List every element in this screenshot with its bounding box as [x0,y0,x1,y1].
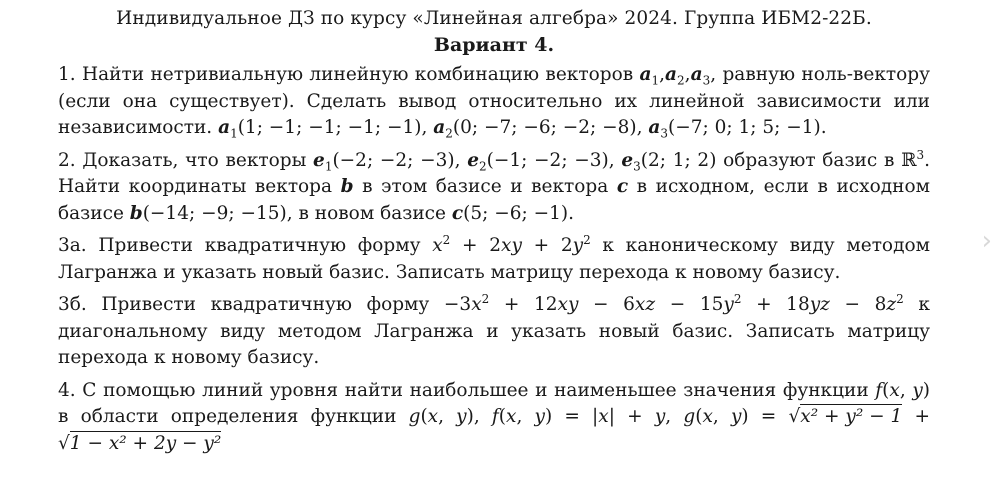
math-variable: x [471,294,482,315]
radical-sign: √ [58,432,70,454]
subscript: 1 [230,126,238,141]
superscript: 2 [583,232,591,247]
superscript: 2 [733,291,742,306]
task-text: в области определения функции [58,406,409,427]
math-variable: g [683,406,696,427]
vector-symbol: e [467,149,479,171]
task-1 [58,62,930,142]
task-text: в исходном, если в исходном базисе [58,176,930,224]
square-root [789,404,903,431]
variant-heading: Вариант 4. [433,34,555,56]
math-variable: z [886,294,897,315]
superscript: 2 [481,291,490,306]
task-text: + 12 [489,294,558,315]
task-text: − 8 [829,294,887,315]
square-root [58,431,221,458]
task-text: ( [695,406,703,427]
task-text: . Найти координаты вектора [58,149,930,197]
task-text: (−14; −9; −15), в новом базисе [142,202,452,224]
task-text: (−1; −2; −3), [486,149,622,171]
vector-symbol: b [340,176,354,197]
task-text: (−7; 0; 1; 5; −1). [668,117,827,138]
task-text: − 15 [655,294,724,315]
math-variable: x [427,406,439,427]
task-3b [58,292,930,372]
task-text: (5; −6; −1). [463,202,574,224]
task-text: ) = [741,406,789,427]
task-text: + 2 [450,235,502,256]
math-variable: x [889,379,900,401]
task-text: 3б. Привести квадратичную форму −3 [58,294,472,315]
math-variable: y [912,379,923,401]
task-text: ) = | [544,406,599,427]
task-text: , [684,64,691,85]
task-text: + 2 [521,235,573,256]
task-text: , [516,406,535,427]
superscript: 2 [442,232,451,247]
radicand: x² + y² − 1 [800,406,903,427]
math-variable: y [654,406,666,427]
task-text: ) [922,379,930,401]
vector-symbol: a [665,64,678,85]
task-text: ( [882,379,890,401]
superscript: 3 [916,147,925,162]
math-variable: xz [634,294,656,315]
task-text: , [438,406,457,427]
math-variable: x [598,406,609,427]
radicand: 1 − x² + 2y − y² [69,432,222,454]
subscript: 1 [651,73,660,88]
subscript: 3 [660,126,669,141]
vector-symbol: a [690,64,703,85]
task-text: 2. Доказать, что векторы [58,149,314,171]
task-text: в этом базисе и вектора [353,176,617,197]
subscript: 3 [633,159,641,174]
task-text: , [899,379,913,401]
task-text: к диагональному виду методом Лагранжа и указать новый базис. Записать матрицу перехода к новому базису. [58,294,930,368]
task-text: к каноническому виду методом Лагранжа и указать новый базис. Записать матрицу перехода к новому базису. [58,235,930,283]
math-variable: y [456,406,467,427]
task-text: ( [498,406,506,427]
math-variable: y [730,406,742,427]
task-text: (0; −7; −6; −2; −8), [452,117,649,138]
task-text: + 18 [741,294,810,315]
math-variable: y [723,294,734,315]
document-page [58,6,930,463]
task-text: 1. Найти нетривиальную линейную комбинацию векторов [58,64,640,85]
vector-symbol: e [313,149,325,171]
task-text: ( [420,406,428,427]
vector-symbol: b [129,202,143,224]
math-variable: f [875,379,883,401]
subscript: 2 [478,159,487,174]
math-variable: xy [557,294,579,315]
task-text: 4. С помощью линий уровня найти наибольшее и наименьшее значения функции [58,379,876,401]
math-variable: xy [501,235,522,256]
subscript: 2 [445,126,453,141]
math-variable: g [408,406,421,427]
subscript: 1 [324,159,333,174]
task-text: 3а. Привести квадратичную форму [58,235,433,256]
vector-symbol: c [451,202,464,224]
subscript: 2 [677,73,685,88]
math-variable: y [534,406,545,427]
math-variable: x [432,235,443,256]
document-title: Индивидуальное ДЗ по курсу «Линейная алгебра» 2024. Группа ИБМ2-22Б. [116,8,872,29]
math-variable: x [506,406,517,427]
math-variable: f [491,406,499,427]
math-variable: x [702,406,713,427]
task-text: ), [466,406,492,427]
math-variable: y [572,235,584,256]
superscript: 2 [896,291,904,306]
task-text: , [712,406,731,427]
vector-symbol: c [616,176,629,197]
task-3a [58,233,930,286]
task-text: (−2; −2; −3), [332,149,468,171]
math-variable: yz [809,294,830,315]
vector-symbol: a [639,64,652,85]
task-text: (2; 1; 2) образуют базис в ℝ [640,149,917,171]
vector-symbol: a [433,117,446,138]
task-text: | + [608,406,655,427]
vector-symbol: e [621,149,634,171]
vector-symbol: a [218,117,231,138]
task-text: + [902,406,931,427]
task-text: , равную ноль-вектору (если она существует). Сделать вывод относительно их линейной зависимости или независимости. [58,64,930,138]
task-2 [58,148,930,228]
radical-sign: √ [788,406,801,427]
task-list [58,62,930,457]
task-text: (1; −1; −1; −1; −1), [237,117,434,138]
task-text: , [665,406,684,427]
task-text: − 6 [578,294,635,315]
chevron-right-icon[interactable]: › [981,226,992,256]
task-text: , [659,64,666,85]
subscript: 3 [702,73,711,88]
vector-symbol: a [648,117,661,138]
task-4 [58,378,930,458]
